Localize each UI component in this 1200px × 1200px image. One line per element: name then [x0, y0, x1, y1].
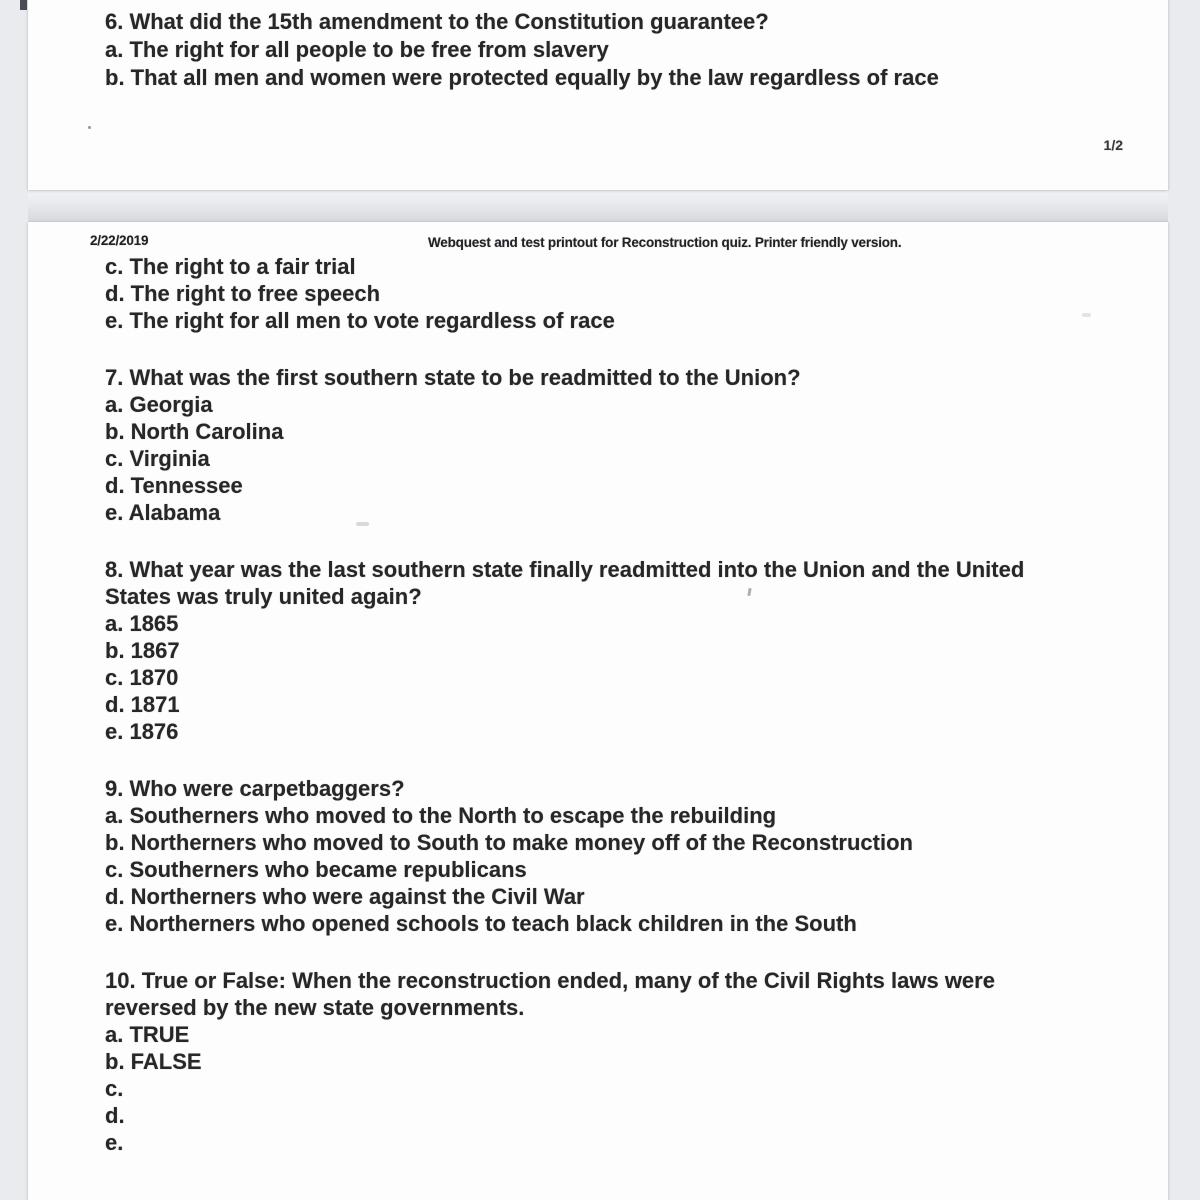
text-line: c. Southerners who became republicans: [105, 857, 527, 882]
text-line: c. Virginia: [105, 446, 210, 471]
question-block: [105, 556, 1024, 745]
text-line: e.: [105, 1130, 124, 1155]
text-line: e. 1876: [105, 719, 179, 744]
scan-artifact: [20, 0, 27, 10]
header-date: 2/22/2019: [90, 233, 149, 248]
text-line: d.: [105, 1103, 125, 1128]
text-line: 8. What year was the last southern state finally readmitted into the Union and the United: [105, 557, 1025, 582]
question-block: [105, 253, 1024, 334]
text-line: a. Georgia: [105, 392, 213, 417]
text-line: States was truly united again?: [105, 584, 422, 609]
question-block: [105, 775, 1024, 937]
text-line: b. 1867: [105, 638, 180, 663]
text-line: e. The right for all men to vote regardless of race: [105, 308, 615, 333]
text-line: d. The right to free speech: [105, 281, 381, 306]
text-line: 6. What did the 15th amendment to the Constitution guarantee?: [105, 9, 769, 34]
document-page-1: [28, 0, 1168, 190]
header-title: Webquest and test printout for Reconstruction quiz. Printer friendly version.: [428, 235, 902, 250]
text-line: 10. True or False: When the reconstruction ended, many of the Civil Rights laws were: [105, 968, 995, 993]
text-line: c. The right to a fair trial: [105, 254, 356, 279]
text-line: a. 1865: [105, 611, 179, 636]
text-line: reversed by the new state governments.: [105, 995, 525, 1020]
text-line: b. North Carolina: [105, 419, 284, 444]
page-2-text: [105, 253, 1024, 1186]
text-line: b. FALSE: [105, 1049, 202, 1074]
text-line: 9. Who were carpetbaggers?: [105, 776, 405, 801]
page-number-indicator: 1/2: [1103, 137, 1123, 153]
text-line: d. 1871: [105, 692, 180, 717]
text-line: c.: [105, 1076, 124, 1101]
document-page-2: [28, 222, 1168, 1200]
page-1-text: [28, 0, 1168, 92]
page-gap-shadow: [28, 190, 1168, 222]
text-line: b. That all men and women were protected equally by the law regardless of race: [105, 65, 939, 90]
text-line: d. Northerners who were against the Civil War: [105, 884, 585, 909]
text-line: e. Alabama: [105, 500, 221, 525]
text-line: a. Southerners who moved to the North to escape the rebuilding: [105, 803, 777, 828]
text-line: c. 1870: [105, 665, 179, 690]
question-block: [105, 364, 1024, 526]
text-line: a. The right for all people to be free from slavery: [105, 37, 609, 62]
text-line: d. Tennessee: [105, 473, 243, 498]
question-block: [105, 967, 1024, 1156]
text-line: 7. What was the first southern state to be readmitted to the Union?: [105, 365, 801, 390]
text-line: a. TRUE: [105, 1022, 190, 1047]
text-line: b. Northerners who moved to South to make money off of the Reconstruction: [105, 830, 913, 855]
text-line: e. Northerners who opened schools to teach black children in the South: [105, 911, 857, 936]
